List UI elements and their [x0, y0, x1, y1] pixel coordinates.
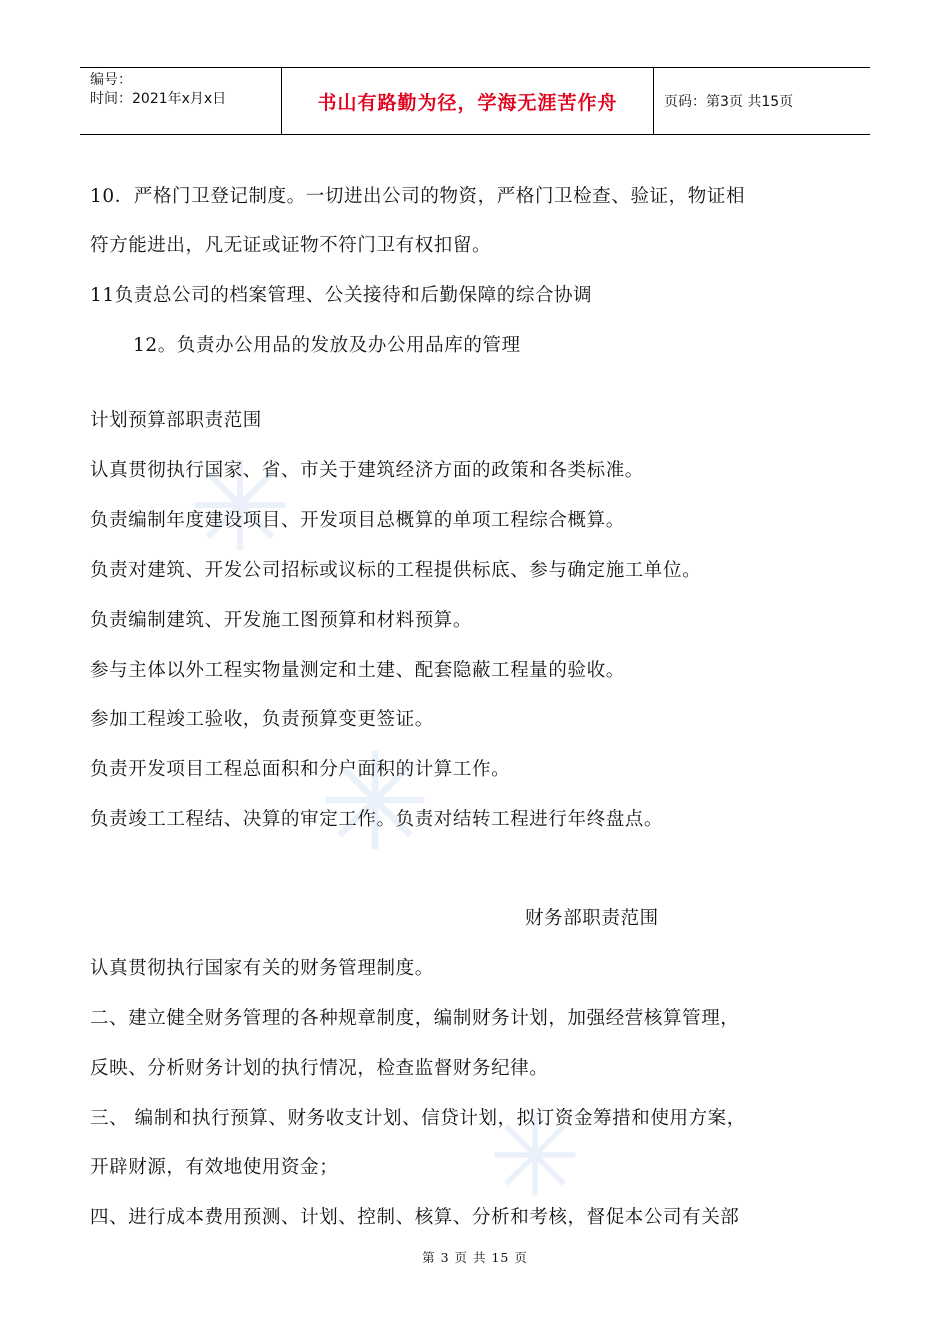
- body-line: 12。负责办公用品的发放及办公用品库的管理: [133, 335, 521, 356]
- header-meta: [80, 68, 282, 134]
- body-line: 负责对建筑、开发公司招标或议标的工程提供标底、参与确定施工单位。: [90, 560, 702, 581]
- time-label: 时间：2021年x月x日: [90, 91, 227, 107]
- body-line: 11负责总公司的档案管理、公关接待和后勤保障的综合协调: [90, 285, 593, 306]
- body-line: 负责编制年度建设项目、开发项目总概算的单项工程综合概算。: [90, 510, 625, 531]
- body-line: 三、 编制和执行预算、财务收支计划、信贷计划，拟订资金筹措和使用方案，: [90, 1108, 746, 1129]
- body-line: 四、进行成本费用预测、计划、控制、核算、分析和考核，督促本公司有关部: [90, 1207, 740, 1228]
- serial-label: 编号：: [90, 72, 132, 88]
- page-footer: 第 3 页 共 15 页: [422, 1250, 528, 1265]
- body-line: 10．严格门卫登记制度。一切进出公司的物资，严格门卫检查、验证，物证相: [90, 186, 746, 207]
- header-motto: 书山有路勤为径，学海无涯苦作舟: [282, 68, 654, 134]
- body-line: 参与主体以外工程实物量测定和土建、配套隐蔽工程量的验收。: [90, 660, 625, 681]
- body-line: 认真贯彻执行国家、省、市关于建筑经济方面的政策和各类标准。: [90, 460, 644, 481]
- body-line: 认真贯彻执行国家有关的财务管理制度。: [90, 958, 434, 979]
- body-line: 开辟财源，有效地使用资金；: [90, 1157, 339, 1178]
- section-heading: 财务部职责范围: [525, 908, 659, 929]
- body-line: 负责开发项目工程总面积和分户面积的计算工作。: [90, 759, 511, 780]
- body-line: 二、建立健全财务管理的各种规章制度，编制财务计划，加强经营核算管理，: [90, 1008, 740, 1029]
- body-line: 参加工程竣工验收，负责预算变更签证。: [90, 709, 434, 730]
- section-heading: 计划预算部职责范围: [90, 410, 262, 431]
- body-line: 负责编制建筑、开发施工图预算和材料预算。: [90, 610, 473, 631]
- header-page-info: 页码：第3页 共15页: [664, 94, 794, 110]
- body-line: 符方能进出，凡无证或证物不符门卫有权扣留。: [90, 235, 492, 256]
- body-line: 负责竣工工程结、决算的审定工作。负责对结转工程进行年终盘点。: [90, 809, 664, 830]
- body-line: 反映、分析财务计划的执行情况，检查监督财务纪律。: [90, 1058, 549, 1079]
- page-header: [80, 67, 870, 135]
